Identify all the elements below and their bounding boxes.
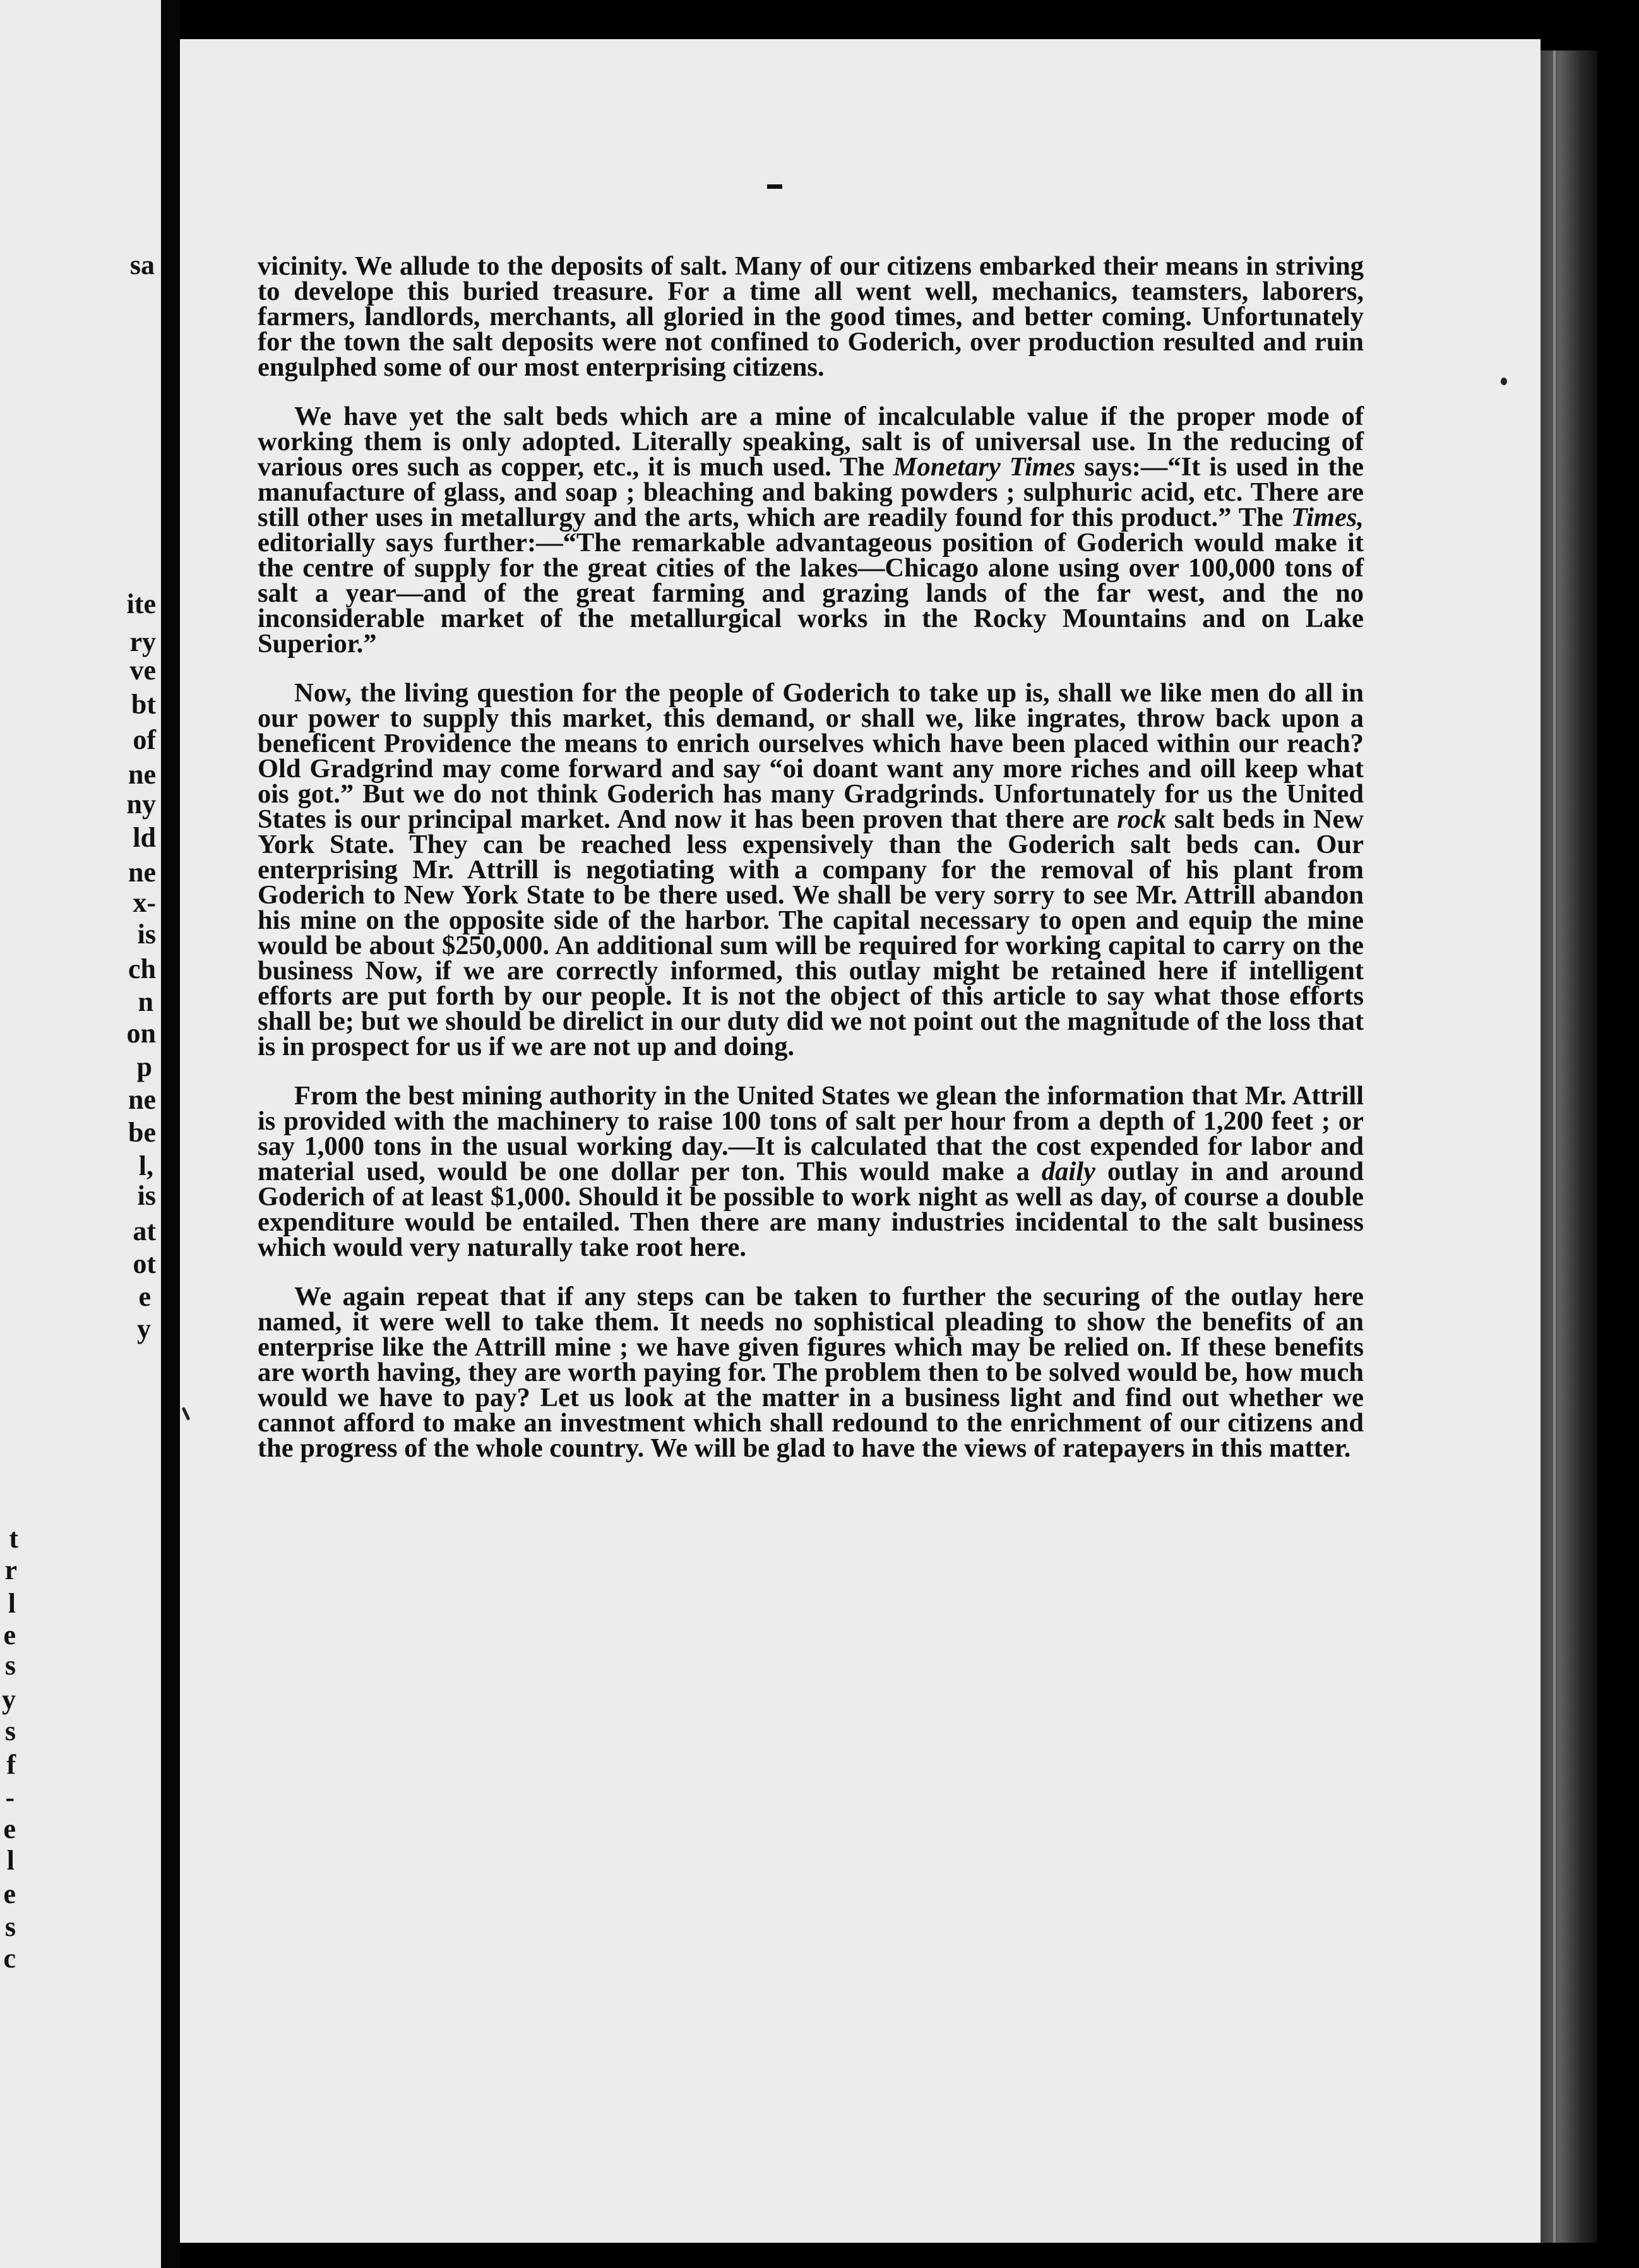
left-page-text-fragment: ve xyxy=(129,655,156,686)
left-page-text-fragment: ne xyxy=(128,1084,156,1115)
left-page-text-fragment: l xyxy=(6,1845,15,1876)
left-page-text-fragment: ry xyxy=(129,626,156,657)
paragraph-text: editorially says further:—“The remarkable advantageous position of Goderich would make it the centre of supply for the great cities of the lakes—Chicago alone using over 100,000 tons of salt a year—and of the great farming and grazing lands of the far west, and the no inconsiderable market of the metallurgical works in the Rocky Mountains and on Lake Superior.” xyxy=(258,528,1364,659)
left-page-text-fragment: r xyxy=(4,1555,17,1585)
left-page-text-fragment: ite xyxy=(126,588,156,619)
article-paragraph xyxy=(258,678,1364,1061)
left-page-text-fragment: is xyxy=(137,1180,156,1211)
left-page-text-fragment: e xyxy=(138,1281,151,1312)
left-page-text-fragment: s xyxy=(4,1650,16,1681)
left-page-text-fragment: ne xyxy=(128,759,156,790)
left-facing-page xyxy=(0,0,161,2268)
left-page-text-fragment: l xyxy=(8,1588,16,1619)
page-mark xyxy=(767,184,782,189)
left-page-text-fragment: c xyxy=(3,1943,16,1974)
left-page-text-fragment: t xyxy=(9,1523,18,1554)
paragraph-text: salt beds in New York State. They can be reached less expensively than the Goderich salt beds can. Our enterprising Mr. Attrill is negotiating with a company for the removal of his plant from Goderich to New York State to be there used. We shall be very sorry to see Mr. Attrill abandon his mine on the opposite side of the harbor. The capital necessary to open and equip the mine would be about $250,000. An additional sum will be required for working capital to carry on the business Now, if we are correctly informed, this outlay might be retained here if intelligent efforts are put forth by our people. It is not the object of this article to say what those efforts shall be; but we should be direlict in our duty did we not point out the magnitude of the loss that is in prospect for us if we are not up and doing. xyxy=(258,804,1364,1061)
italic-text: Monetary Times xyxy=(893,452,1076,482)
left-page-text-fragment: of xyxy=(133,724,156,755)
left-page-text-fragment: e xyxy=(3,1878,16,1909)
left-page-text-fragment: on xyxy=(126,1018,156,1049)
left-page-text-fragment: s xyxy=(4,1716,16,1746)
article-paragraph xyxy=(258,1083,1364,1260)
article-body xyxy=(258,251,1364,1485)
paragraph-text: vicinity. We allude to the deposits of salt. Many of our citizens embarked their means in striving to develope this buried treasure. For a time all went well, mechanics, teamsters, laborers, farmers, landlords, merchants, all gloried in the good times, and better coming. Unfortunately for the town the salt deposits were not confined to Goderich, over production resulted and ruin engulphed some of our most enterprising citizens. xyxy=(258,251,1364,382)
left-page-text-fragment: e xyxy=(3,1620,16,1650)
left-page-text-fragment: y xyxy=(137,1313,151,1344)
left-page-text-fragment: be xyxy=(128,1117,156,1148)
left-page-text-fragment: at xyxy=(133,1215,156,1246)
left-page-text-fragment: ny xyxy=(126,789,156,820)
left-page-text-fragment: ne xyxy=(128,857,156,888)
paragraph-text: We again repeat that if any steps can be taken to further the securing of the outlay here named, it were well to take them. It needs no sophistical pleading to show the benefits of an enterprise like the Attrill mine ; we have given figures which may be relied on. If these benefits are worth having, they are worth paying for. The problem then to be solved would be, how much would we have to pay? Let us look at the matter in a business light and find out whether we cannot afford to make an investment which shall redound to the enrichment of our citizens and the progress of the whole country. We will be glad to have the views of ratepayers in this matter. xyxy=(258,1282,1364,1463)
paragraph-text: We have yet the salt beds which are a mine of incalculable value if the proper mode of working them is only adopted. Literally speaking, salt is of universal use. In the reducing of various ores such as copper, etc., it is much used. The xyxy=(258,402,1364,482)
left-page-text-fragment: x- xyxy=(133,887,156,918)
left-page-text-fragment: e xyxy=(3,1813,16,1844)
paragraph-text: outlay in and around Goderich of at least $1,000. Should it be possible to work night as well as day, of course a double expenditure would be entailed. Then there are many industries incidental to the salt business which would very naturally take root here. xyxy=(258,1157,1364,1262)
paragraph-text: says:—“It is used in the manufacture of glass, and soap ; bleaching and baking powders ; sulphuric acid, etc. There are still other uses in metallurgy and the arts, which are readily found for this product.” The xyxy=(258,452,1364,532)
paragraph-text: Now, the living question for the people of Goderich to take up is, shall we like men do all in our power to supply this market, this demand, or shall we, like ingrates, throw back upon a beneficent Providence the means to enrich ourselves which have been placed within our reach? Old Gradgrind may come forward and say “oi doant want any more riches and oill keep what ois got.” But we do not think Goderich has many Gradgrinds. Unfortunately for us the United States is our principal market. And now it has been proven that there are xyxy=(258,678,1364,834)
left-page-text-fragment: is xyxy=(137,919,156,950)
page-edge-band xyxy=(1541,51,1597,2243)
left-page-text-fragment: s xyxy=(4,1911,16,1942)
left-page-text-fragment: n xyxy=(138,986,153,1017)
ink-speck xyxy=(1501,378,1507,385)
italic-text: Times, xyxy=(1290,503,1364,532)
paragraph-text: From the best mining authority in the United States we glean the information that Mr. Attrill is provided with the machinery to raise 100 tons of salt per hour from a depth of 1,200 feet ; or say 1,000 tons in the usual working day.—It is calculated that the cost expended for labor and material used, would be one dollar per ton. This would make a xyxy=(258,1081,1364,1186)
left-page-text-fragment: p xyxy=(136,1051,152,1082)
article-paragraph xyxy=(258,404,1364,657)
left-page-text-fragment: bt xyxy=(131,689,156,720)
page-gutter xyxy=(161,0,180,2268)
left-page-text-fragment: ch xyxy=(128,953,156,984)
article-paragraph xyxy=(258,1284,1364,1461)
left-page-text-fragment: y xyxy=(2,1684,16,1715)
left-page-text-fragment: l, xyxy=(138,1150,153,1181)
left-page-text-fragment: ld xyxy=(133,822,156,853)
italic-text: daily xyxy=(1041,1157,1095,1186)
left-page-text-fragment: - xyxy=(5,1782,15,1813)
left-page-text-fragment: sa xyxy=(129,249,155,280)
page-edge-line xyxy=(1553,51,1556,2243)
left-page-text-fragment: ot xyxy=(133,1248,156,1279)
article-paragraph xyxy=(258,251,1364,382)
italic-text: rock xyxy=(1117,804,1167,834)
left-page-text-fragment: f xyxy=(6,1749,16,1780)
